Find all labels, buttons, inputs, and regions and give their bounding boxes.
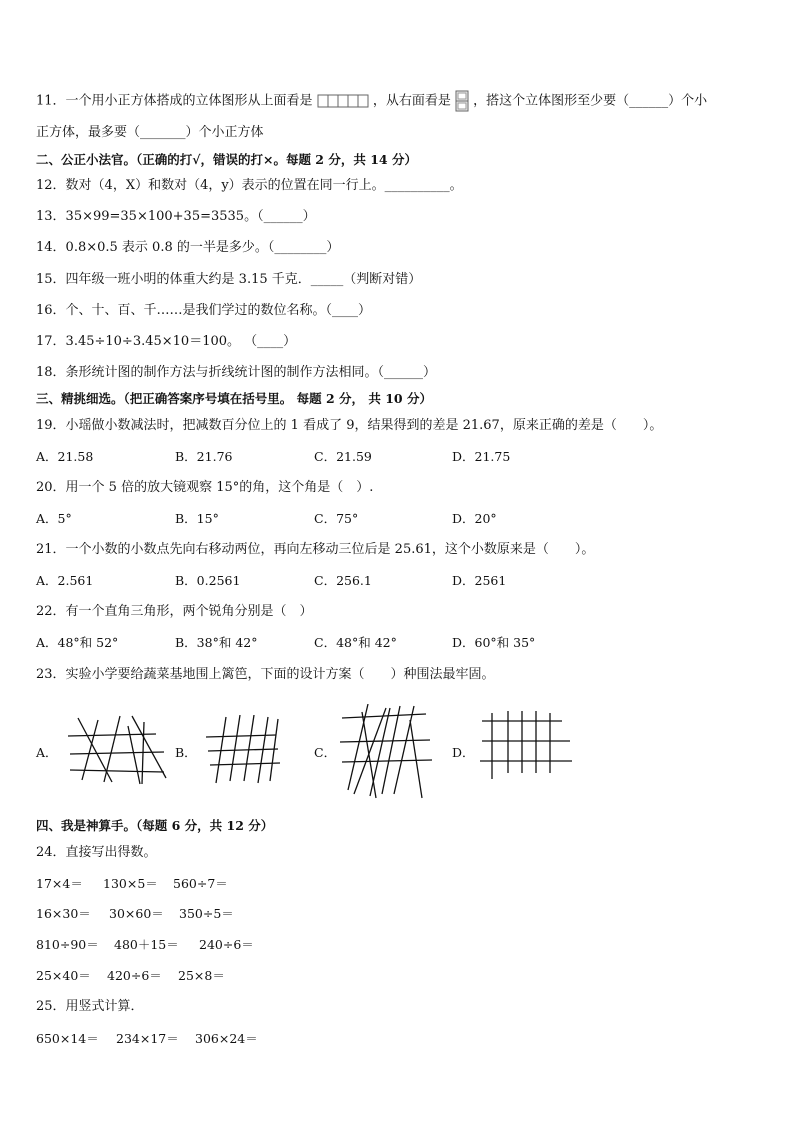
calc-item: 306×24＝ <box>195 1031 258 1046</box>
right-view-squares-icon <box>455 90 469 112</box>
q19-option-d: D．21.75 <box>452 449 511 464</box>
q21-option-c: C．256.1 <box>314 573 372 588</box>
calc-item: 420÷6＝ <box>107 968 162 983</box>
calc-item: 234×17＝ <box>116 1031 179 1046</box>
q11-part2: ，从右面看是 <box>372 93 451 109</box>
calc-item: 25×8＝ <box>178 968 225 983</box>
question-21: 21．一个小数的小数点先向右移动两位，再向左移动三位后是 25.61，这个小数原来是（ ）。 <box>36 542 595 557</box>
fence-figure-a <box>68 712 168 786</box>
q19-option-b: B．21.76 <box>175 449 233 464</box>
question-13: 13．35×99=35×100+35=3535。（______） <box>36 209 316 224</box>
q23-option-d: D． <box>452 745 475 760</box>
q23-option-a: A． <box>36 745 58 760</box>
q23-option-c: C． <box>314 745 337 760</box>
q21-option-b: B．0.2561 <box>175 573 241 588</box>
q19-option-a: A．21.58 <box>36 449 94 464</box>
calc-item: 240÷6＝ <box>199 937 254 952</box>
calc-item: 560÷7＝ <box>173 876 228 891</box>
calc-item: 16×30＝ <box>36 906 91 921</box>
calc-item: 30×60＝ <box>109 906 164 921</box>
q20-option-d: D．20° <box>452 511 497 526</box>
top-view-squares-icon <box>317 94 369 108</box>
q11-part1: 11．一个用小正方体搭成的立体图形从上面看是 <box>36 93 313 109</box>
q22-option-c: C．48°和 42° <box>314 635 397 650</box>
question-16: 16．个、十、百、千……是我们学过的数位名称。（____） <box>36 303 372 318</box>
calc-item: 17×4＝ <box>36 876 83 891</box>
q22-option-a: A．48°和 52° <box>36 635 119 650</box>
question-17: 17．3.45÷10÷3.45×10＝100。 （____） <box>36 334 297 349</box>
q20-option-b: B．15° <box>175 511 219 526</box>
question-14: 14．0.8×0.5 表示 0.8 的一半是多少。（________） <box>36 240 340 255</box>
fence-figure-d <box>480 711 572 781</box>
q21-option-a: A．2.561 <box>36 573 94 588</box>
question-19: 19．小瑶做小数减法时，把减数百分位上的 1 看成了 9，结果得到的差是 21.67，原来正确的差是（ ）。 <box>36 418 663 433</box>
question-22: 22．有一个直角三角形，两个锐角分别是（ ） <box>36 604 313 619</box>
q21-option-d: D．2561 <box>452 573 507 588</box>
question-11-line1 <box>36 90 707 112</box>
calc-item: 650×14＝ <box>36 1031 99 1046</box>
q20-option-c: C．75° <box>314 511 359 526</box>
q22-option-d: D．60°和 35° <box>452 635 536 650</box>
fence-figure-b <box>206 715 280 785</box>
question-25-title: 25．用竖式计算． <box>36 999 144 1014</box>
question-12: 12．数对（4，X）和数对（4，y）表示的位置在同一行上。__________。 <box>36 178 463 193</box>
question-18: 18．条形统计图的制作方法与折线统计图的制作方法相同。（______） <box>36 365 437 380</box>
q20-option-a: A．5° <box>36 511 72 526</box>
q22-option-b: B．38°和 42° <box>175 635 258 650</box>
q23-option-b: B． <box>175 745 197 760</box>
question-15: 15．四年级一班小明的体重大约是 3.15 千克．_____（判断对错） <box>36 272 422 287</box>
fence-figure-c <box>340 704 434 800</box>
q11-part3: ，搭这个立体图形至少要（______）个小 <box>473 93 708 109</box>
section-3-title: 三、精挑细选。（把正确答案序号填在括号里。 每题 2 分， 共 10 分） <box>36 391 432 406</box>
question-24-title: 24．直接写出得数。 <box>36 845 157 860</box>
q19-option-c: C．21.59 <box>314 449 372 464</box>
question-20: 20．用一个 5 倍的放大镜观察 15°的角，这个角是（ ）. <box>36 480 374 495</box>
calc-item: 480＋15＝ <box>114 937 179 952</box>
calc-item: 810÷90＝ <box>36 937 99 952</box>
calc-item: 25×40＝ <box>36 968 91 983</box>
calc-item: 350÷5＝ <box>179 906 234 921</box>
section-4-title: 四、我是神算手。（每题 6 分，共 12 分） <box>36 818 274 833</box>
question-23: 23．实验小学要给蔬菜基地围上篱笆，下面的设计方案（ ）种围法最牢固。 <box>36 667 495 682</box>
calc-item: 130×5＝ <box>103 876 158 891</box>
question-11-line2: 正方体，最多要（_______）个小正方体 <box>36 125 264 140</box>
section-2-title: 二、公正小法官。（正确的打√，错误的打×。每题 2 分，共 14 分） <box>36 152 417 167</box>
